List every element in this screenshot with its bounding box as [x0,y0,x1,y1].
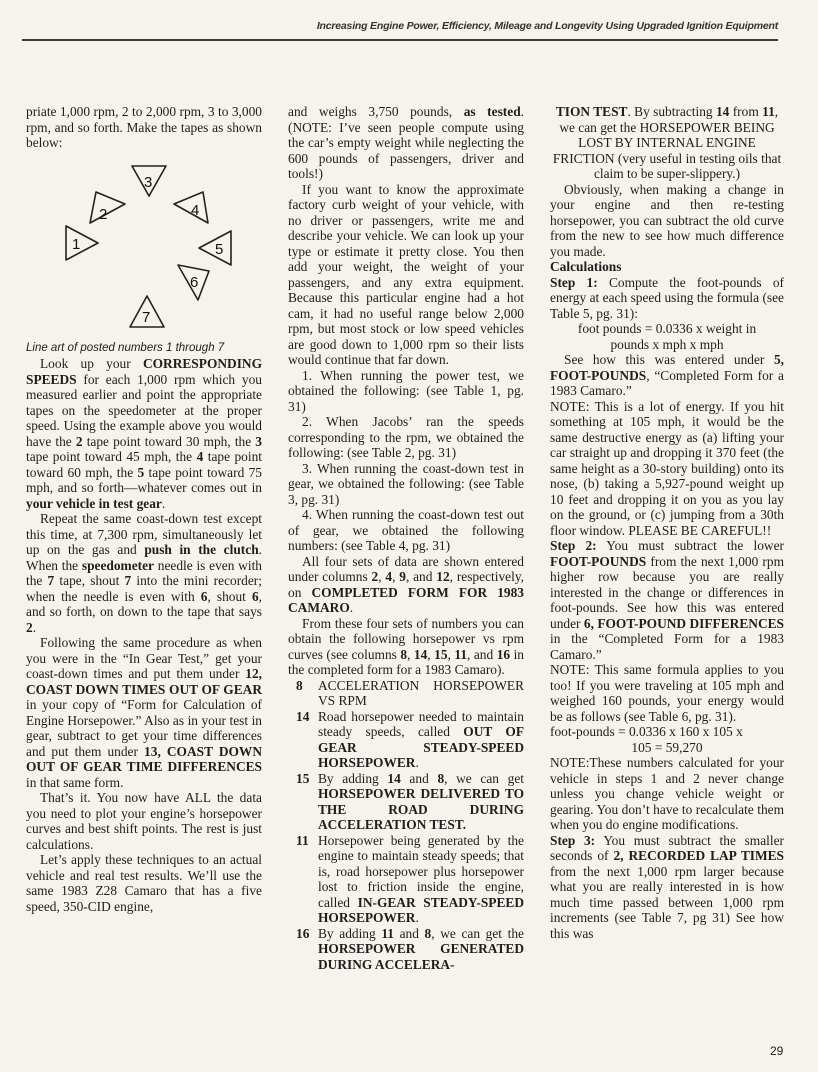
list-item: 11 Horsepower being generated by the engine to maintain steady speeds; that is, road horsepower plus horsepower lost to friction inside the engine, called IN-GEAR STEADY-SPEED HORSEPOWER. [296,832,524,925]
tape-2-triangle [90,192,125,223]
col1-paragraph-4: That’s it. You now have ALL the data you need to plot your engine’s horsepower curves and best shift points. The rest is just calculations. [26,790,262,852]
column-1 [26,104,262,914]
col2-paragraph-2: If you want to know the approximate factory curb weight of your vehicle, with no driver or passengers, write me and describe your vehicle. We can look up your type or estimate it pretty close. You then add your weight, the weight of your passengers, and any extra equipment. Because this particular engine had a hot cam, it had no useful range below 2,000 rpm, but most stock or low speed vehicles are good down to 1,000 rpm so their lists would continue that far down. [288,181,524,367]
step-1: Step 1: Compute the foot-pounds of energy at each speed using the formula (see Table 5, pg. 31): [550,274,784,321]
header-rule [22,39,778,41]
step-3: Step 3: You must subtract the smaller seconds of 2, RECORDED LAP TIMES from the next 1,000 rpm larger because what you are really interested in is how much time passed between 1,000 rpm increments (see Table 7, pg 31) See how this was [550,832,784,941]
tape-label-5: 5 [215,240,224,258]
list-item: 14 Road horsepower needed to maintain steady speeds, called OUT OF GEAR STEADY-SPEED HORSEPOWER. [296,708,525,770]
col1-paragraph-2: Repeat the same coast-down test except this time, at 7,300 rpm, simultaneously let up on the gas and push in the clutch. When the speedometer needle is even with the 7 tape, shout 7 into the mini recorder; when the needle is even with 6, shout 6, and so forth, on down to the tape that says 2. [26,511,263,635]
tape-label-4: 4 [191,201,200,219]
col1-paragraph-5: Let’s apply these techniques to an actual vehicle and real test results. We’ll use the same 1983 Z28 Camaro that has a five speed, 350-CID engine, [26,852,262,914]
col2-paragraph-1: and weighs 3,750 pounds, as tested. (NOTE: I’ve seen people compute using the car’s empty weight while neglecting the 600 pounds of passengers, driver and tools!) [288,104,524,181]
col3-paragraph-1: TION TEST. By subtracting 14 from 11, we can get the HORSEPOWER BEING LOST BY INTERNAL ENGINE FRICTION (very useful in testing oils that claim to be super-slippery.) [552,104,782,181]
formula-2-line-1: foot-pounds = 0.0336 x 160 x 105 x [550,724,743,739]
col2-paragraph-3: 1. When running the power test, we obtained the following: (see Table 1, pg. 31) [288,367,524,414]
list-item: 16 By adding 11 and 8, we can get the HORSEPOWER GENERATED DURING ACCELERA- [296,925,524,972]
running-header: Increasing Engine Power, Efficiency, Mileage and Longevity Using Upgraded Ignition Equipment [316,20,778,32]
col1-intro: priate 1,000 rpm, 2 to 2,000 rpm, 3 to 3,000 rpm, and so forth. Make the tapes as shown below: [26,104,262,150]
col2-paragraph-5: 3. When running the coast-down test in gear, we obtained the following: (see Table 3, pg. 31) [288,460,524,507]
note-3: NOTE:These numbers calculated for your vehicle in steps 1 and 2 never change unless you change vehicle weight or gearing. You don’t have to recalculate them when you do engine modifications. [550,755,784,832]
tape-label-1: 1 [72,235,81,253]
col3-paragraph-2: Obviously, when making a change in your engine and then re-testing horsepower, you can subtract the old curve from the new to see how much difference you made. [550,181,784,259]
step-2: Step 2: You must subtract the lower FOOT-POUNDS from the next 1,000 rpm higher row because you are really interested in the change or differences in foot-pounds. See how this was entered under 6, FOOT-POUND DIFFERENCES in the “Completed Form for a 1983 Camaro.” [550,538,784,662]
list-item: 15 By adding 14 and 8, we can get HORSEPOWER DELIVERED TO THE ROAD DURING ACCELERATION TEST. [296,770,525,832]
formula-1-line-1: foot pounds = 0.0336 x weight in [577,321,757,336]
tape-label-3: 3 [144,173,153,191]
formula-1-line-2: pounds x mph x mph [610,336,724,352]
tape-1-triangle [66,226,98,260]
note-1: NOTE: This is a lot of energy. If you hit something at 105 mph, it would be the same destructive energy as (a) lifting your car straight up and dropping it 370 feet (the same height as a 30-story building) onto its nose, (b) taking a 5,927-pound weight up 10 feet and dropping it on you as you lay on the ground, or (c) jumping from a 30th floor window. PLEASE BE CAREFUL!! [550,398,784,538]
tape-label-6: 6 [190,273,199,291]
page-number: 29 [770,1044,784,1058]
column-3 [550,104,784,941]
tape-label-2: 2 [99,205,108,223]
diagram-caption: Line art of posted numbers 1 through 7 [26,341,225,354]
col2-paragraph-6: 4. When running the coast-down test out of gear, we obtained the following numbers: (see Table 4, pg. 31) [288,507,524,553]
tape-numbers-diagram [26,163,262,341]
step-1-followup: See how this was entered under 5, FOOT-POUNDS, “Completed Form for a 1983 Camaro.” [550,352,784,398]
note-2: NOTE: This same formula applies to you too! If you were traveling at 105 mph and weighed 160 pounds, your energy would be as follows (see Table 6, pg. 31). [550,662,784,724]
formula-2-line-2: 105 = 59,270 [631,739,703,755]
tape-label-7: 7 [142,308,151,326]
calculations-heading: Calculations [550,259,622,274]
column-2 [288,104,524,972]
col2-paragraph-7: All four sets of data are shown entered under columns 2, 4, 9, and 12, respectively, on COMPLETED FORM FOR 1983 CAMARO. [288,553,524,615]
col2-paragraph-4: 2. When Jacobs’ ran the speeds corresponding to the rpm, we obtained the following: (see Table 2, pg. 31) [288,414,524,460]
col1-paragraph-3: Following the same procedure as when you were in the “In Gear Test,” get your coast-down times and put them under 12, COAST DOWN TIMES OUT OF GEAR in your copy of “Form for Calculation of Engine Horsepower.” Also as in your test in gear, subtract to get your time differences and put them under 13, COAST DOWN OUT OF GEAR TIME DIFFERENCES in that same form. [26,635,262,790]
list-item: 8 ACCELERATION HORSEPOWER VS RPM [296,677,524,708]
col1-paragraph-1: Look up your CORRESPONDING SPEEDS for each 1,000 rpm which you measured earlier and point the appropriate tapes on the speedometer at the proper speed. Using the example above you would have the 2 tape point toward 30 mph, the 3 tape point toward 45 mph, the 4 tape point toward 60 mph, the 5 tape point toward 75 mph, and so forth—whatever comes out in your vehicle in test gear. [26,356,263,511]
col2-paragraph-8: From these four sets of numbers you can obtain the following horsepower vs rpm curves (see columns 8, 14, 15, 11, and 16 in the completed form for a 1983 Camaro). [288,615,524,677]
